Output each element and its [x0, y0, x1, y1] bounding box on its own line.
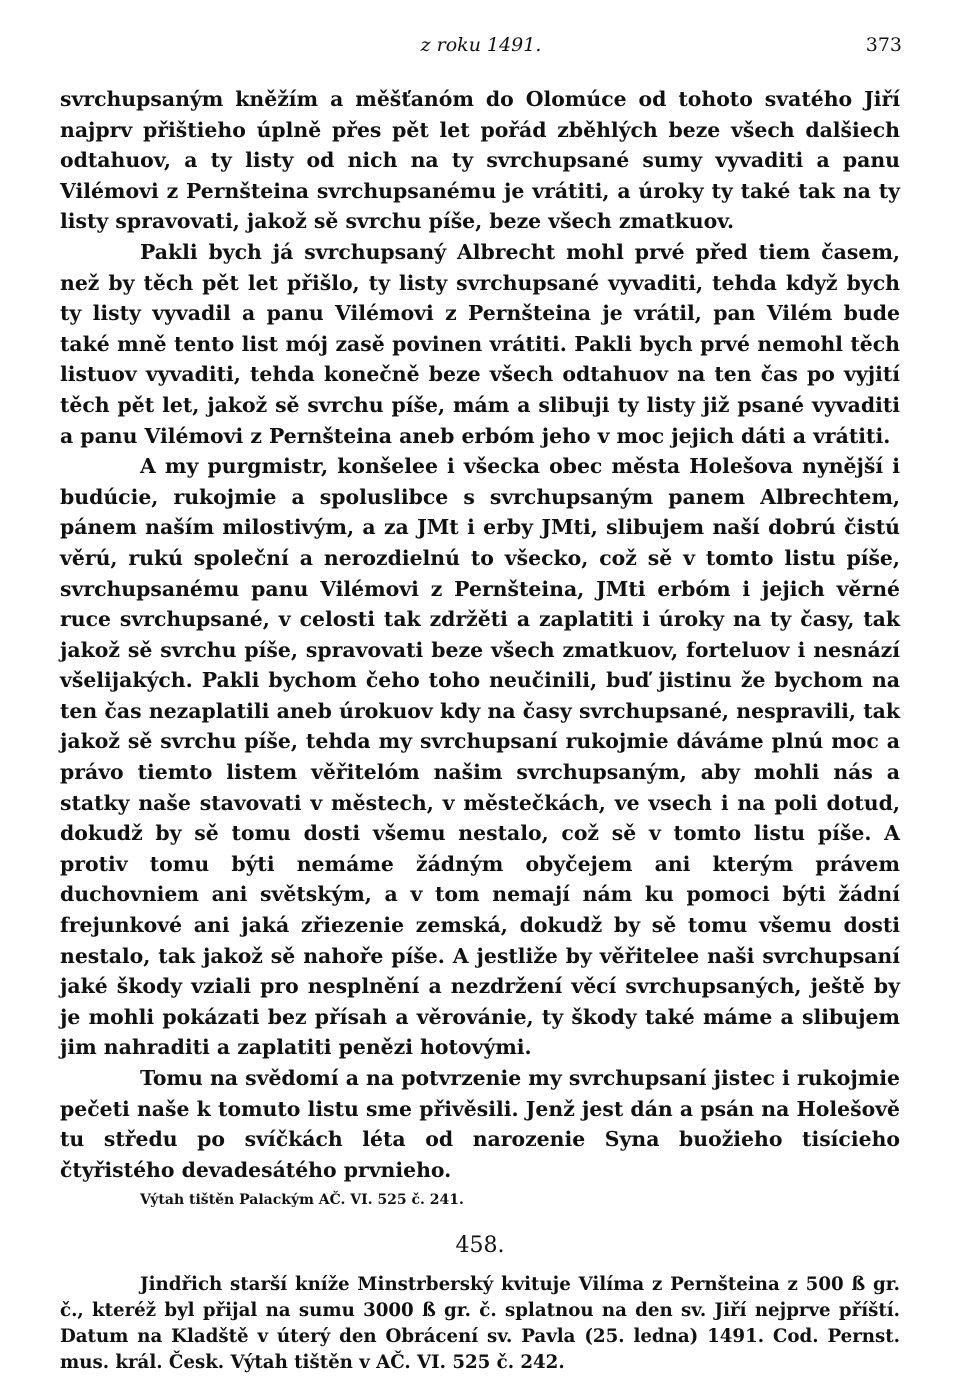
paragraph: A my purgmistr, konšelee i všecka obec města Holešova nynější i budúcie, rukojmie a spoluslibce s svrchupsaným panem Albrechtem, pánem naším milostivým, a za JMt i erby JMti, slibujem naší dobrú čistú věrú, rukú společní a nerozdielnú to všecko, což sě v tomto listu píše, svrchupsanému panu Vilémovi z Pernšteina, JMti erbóm i jejich věrné ruce svrchupsané, v celosti tak zdržěti a zaplatiti i úroky na ty časy, tak jakož sě svrchu píše, spravovati beze všech zmatkuov, forteluov i nesnází všelijakých. Pakli bychom čeho toho neučinili, buď jistinu že bychom na ten čas nezaplatili aneb úrokuov kdy na časy svrchupsané, nespravili, tak jakož sě svrchu píše, tehda my svrchupsaní rukojmie dáváme plnú moc a právo tiemto listem věřitelóm našim svrchupsaným, aby mohli nás a statky naše stavovati v městech, v městečkách, ve vsech i na poli dotud, dokudž by sě tomu dosti všemu nestalo, což sě v tomto listu píše. A protiv tomu býti nemáme žádným obyčejem ani kterým právem duchovniem ani světským, a v tom nemají nám ku pomoci býti žádní frejunkové ani jaká zřiezenie zemská, dokudž by sě tomu všemu dosti nestalo, tak jakož sě nahoře píše. A jestliže by věřitelee naši svrchupsaní jaké škody vziali pro nesplnění a nezdržení věcí svrchupsaných, ještě by je mohli pokázati bez přísah a věrovánie, ty škody také máme a slibujem jim nahraditi a zaplatiti penězi hotovými.	[60, 454, 900, 1060]
page-number: 373	[865, 34, 902, 56]
document-number: 458.	[455, 1233, 505, 1259]
paragraph-continuation: svrchupsaným kněžím a měšťanóm do Olomúce od tohoto svatého Jiří najprv přištieho úplně přes pět let pořád zběhlých beze všech dalšiech odtahuov, a ty listy od nich na ty svrchupsané sumy vyvaditi a panu Vilémovi z Pernšteina svrchupsanému je vrátiti, a úroky ty také tak na ty listy spravovati, jakož sě svrchu píše, beze všech zmatkuov.	[60, 87, 900, 234]
paragraph: Tomu na svědomí a na potvrzenie my svrchupsaní jistec i rukojmie pečeti naše k tomuto listu sme přivěsili. Jenž jest dán a psán na Holešově tu středu po svíčkách léta od narozenie Syna buožieho tisícieho čtyřistého devadesátého prvnieho.	[60, 1066, 900, 1182]
page-header	[60, 34, 902, 70]
regest-summary: Jindřich starší kníže Minstrberský kvituje Vilíma z Pernšteina z 500 ß gr. č., kteréž byl přijal na sumu 3000 ß gr. č. splatnou na den sv. Jiří nejprve příští. Datum na Kladště v úterý den Obrácení sv. Pavla (25. ledna) 1491. Cod. Pernst. mus. král. Česk. Výtah tištěn v AČ. VI. 525 č. 242.	[60, 1273, 900, 1373]
paragraph: Pakli bych já svrchupsaný Albrecht mohl prvé před tiem časem, než by těch pět let přišlo, ty listy svrchupsané vyvaditi, tehda když bych ty listy vyvadil a panu Vilémovi z Pernšteina je vrátil, pan Vilém bude také mně tento list mój zasě povinen vrátiti. Pakli bych prvé nemohl těch listuov vyvaditi, tehda konečně beze všech odtahuov na ten čas po vyjití těch pět let, jakož sě svrchu píše, mám a slibuji ty listy již psané vyvaditi a panu Vilémovi z Pernšteina aneb erbóm jeho v moc jejich dáti a vrátiti.	[60, 239, 900, 448]
body-text	[60, 84, 900, 1376]
source-note: Výtah tištěn Palackým AČ. VI. 525 č. 241.	[140, 1192, 464, 1209]
running-head: z roku 1491.	[420, 34, 542, 56]
